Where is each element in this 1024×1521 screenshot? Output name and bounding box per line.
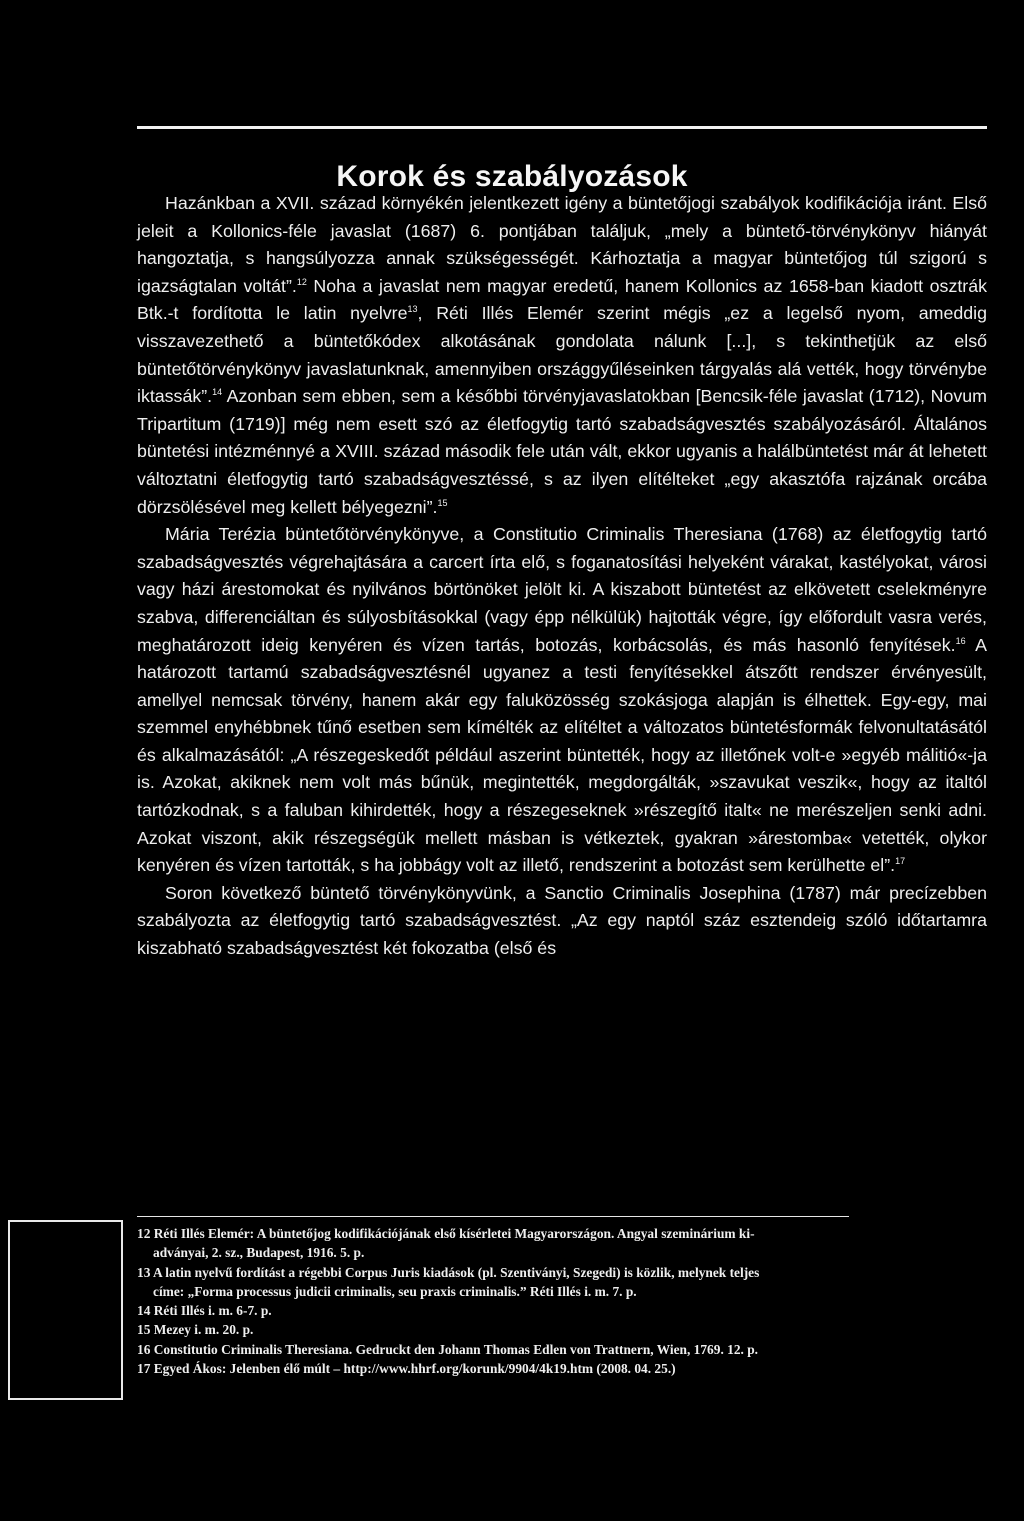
footnote-line: adványai, 2. sz., Budapest, 1916. 5. p. [153, 1245, 365, 1261]
paragraph-text: Soron következő büntető törvénykönyvünk, a Sanctio Criminalis Josephina (1787) már precízebben szabályozta az életfogytig tartó szabadságvesztést. „Az egy naptól száz esztendeig szóló időtartamra kiszabható szabadságvesztést két fokozatba (első és [137, 882, 987, 959]
paragraph-text: A határozott tartamú szabadságvesztésnél ugyanez a testi fenyítésekkel átszőtt rendszer érvényesült, amellyel nemcsak törvény, hanem akár egy faluközösség szokásjoga alapján is élhettek. Egy-egy, mai szemmel enyhébbnek tűnő esetben sem kímélték az elítéltet a változatos büntetésformák felvonultatásától és alkalmazásától: „A részegeskedőt például aszerint büntették, hogy az illetőnek volt-e »egyéb málitió«-ja is. Azokat, akiknek nem volt más bűnük, megintették, megdorgálták, »szavukat veszik«, hogy az italtól tartózkodnak, s a faluban kihirdették, hogy a részegeseknek »részegítő italt« ne merészeljen senki adni. Azokat viszont, akik részegségük mellett másban is vétkeztek, gyakran »árestomba« vetették, olykor kenyéren és vízen tartották, s ha jobbágy volt az illető, rendszerint a botozást sem kerülhette el”. [137, 634, 987, 876]
footnote-line: 12 Réti Illés Elemér: A büntetőjog kodifikációjának első kísérletei Magyarországon. Angyal szeminárium ki- [137, 1226, 755, 1241]
footnote: 14 Réti Illés i. m. 6-7. p. [137, 1303, 272, 1319]
footnote [137, 1224, 987, 1263]
footnote-ref: 17 [895, 856, 906, 867]
footnote-ref: 14 [212, 387, 223, 398]
footnote-ref: 13 [407, 304, 418, 315]
paragraph [137, 880, 987, 963]
footnote [137, 1263, 987, 1302]
footnote: 15 Mezey i. m. 20. p. [137, 1322, 254, 1338]
paragraph-text: Hazánkban a XVII. század környékén jelentkezett igény a büntetőjogi szabályok kodifikációja iránt. Első jeleit a Kollonics-féle javaslat (1687) 6. pontjában találjuk, „mely a büntető-törvénykönyv hiányát hangoztatja, s hangsúlyozza annak szükségességét. Kárhoztatja a magyar büntetőjog túl szigorú s igazságtalan voltát”. [137, 193, 987, 296]
body-text [137, 190, 987, 963]
paragraph [137, 521, 987, 880]
footnote-line: 13 A latin nyelvű fordítást a régebbi Corpus Juris kiadások (pl. Szentiványi, Szegedi) is közlik, melynek teljes [137, 1264, 760, 1280]
paragraph-text: Noha a javaslat nem magyar eredetű, hanem Kollonics az 1658-ban kiadott osztrák Btk.-t fordította le latin nyelvre [137, 275, 987, 324]
section-title: Korok és szabályozások [336, 160, 688, 193]
paragraph-text: , Réti Illés Elemér szerint mégis „ez a legelső nyom, ameddig visszavezethető a büntetőkódex alkotásának gondolata nálunk [...], s tekinthetjük az első büntetőtörvénykönyv javaslatunknak, amennyiben országgyűléseinken tárgyalás alá vették, hogy törvénybe iktassák”. [137, 303, 987, 407]
footnote-ref: 12 [296, 276, 307, 287]
footnote: 17 Egyed Ákos: Jelenben élő múlt – http://www.hhrf.org/korunk/9904/4k19.htm (2008. 04. 25.) [137, 1361, 676, 1377]
margin-frame [8, 1220, 123, 1400]
footnote: 16 Constitutio Criminalis Theresiana. Gedruckt den Johann Thomas Edlen von Trattnern, Wien, 1769. 12. p. [137, 1341, 759, 1357]
footnote-line: címe: „Forma processus judicii criminalis, seu praxis criminalis.” Réti Illés i. m. 7. p. [153, 1283, 637, 1299]
top-rule [137, 126, 987, 129]
paragraph [137, 190, 987, 521]
paragraph-text: Mária Terézia büntetőtörvénykönyve, a Constitutio Criminalis Theresiana (1768) az életfogytig tartó szabadságvesztés végrehajtására a carcert írta elő, s foganatosítási helyeként várakat, kastélyokat, városi vagy házi árestomokat és nyilvános börtönöket jelölt ki. A kiszabott büntetést az elkövetett cselekményre szabva, differenciáltan és súlyosbításokkal (vagy épp nélkülük) hajtották végre, így előfordult vasra verés, meghatározott ideig kenyéren és vízen tartás, botozás, korbácsolás, és más hasonló fenyítések. [137, 524, 987, 655]
paragraph-text: Azonban sem ebben, sem a későbbi törvényjavaslatokban [Bencsik-féle javaslat (1712), Novum Tripartitum (1719)] még nem esett szó az életfogytig tartó szabadságvesztés szabályozásáról. Általános büntetési intézménnyé a XVIII. század második fele után vált, ekkor ugyanis a halálbüntetést már át lehetett változtatni életfogytig tartó szabadságvesztéssé, s az ilyen elítélteket „egy akasztófa rajzának orcába dörzsölésével meg kellett bélyegezni”. [137, 386, 987, 517]
footnote-rule [137, 1216, 849, 1217]
footnote-ref: 15 [437, 497, 448, 508]
footnotes [137, 1224, 987, 1378]
footnote-ref: 16 [955, 635, 966, 646]
